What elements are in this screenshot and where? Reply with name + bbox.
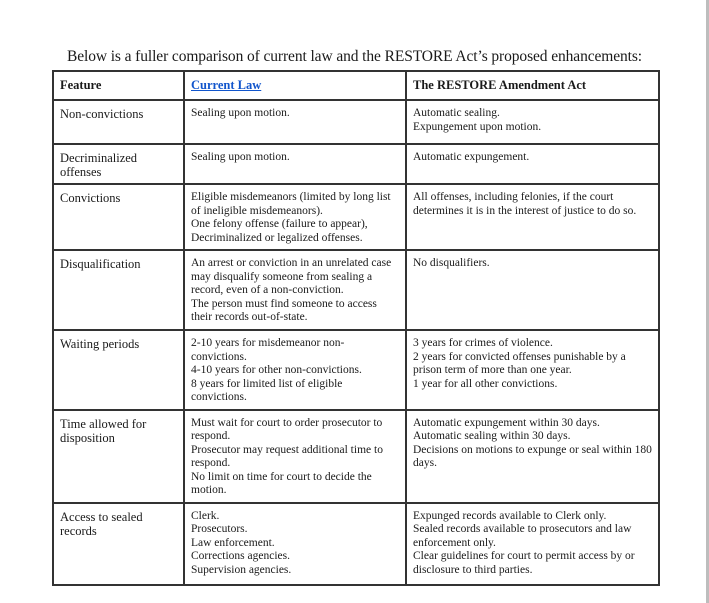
cell-line: Corrections agencies.	[191, 550, 290, 562]
current-law-cell	[184, 100, 406, 144]
table-row	[53, 144, 659, 184]
feature-cell: Decriminalized offenses	[53, 144, 184, 184]
cell-line: 4-10 years for other non-convictions.	[191, 364, 362, 376]
restore-act-cell	[406, 250, 659, 330]
restore-act-cell	[406, 184, 659, 250]
cell-line: Sealed records available to prosecutors and law enforcement only.	[413, 523, 632, 549]
table-header-row	[53, 71, 659, 100]
cell-line: An arrest or conviction in an unrelated case may disqualify someone from sealing a record, even of a non-conviction.	[191, 257, 392, 296]
table-row	[53, 330, 659, 410]
cell-line: The person must find someone to access their records out-of-state.	[191, 297, 377, 323]
cell-line: Automatic sealing within 30 days.	[413, 430, 571, 442]
cell-line: Automatic expungement.	[413, 151, 530, 163]
cell-line: 3 years for crimes of violence.	[413, 337, 553, 349]
current-law-cell	[184, 410, 406, 503]
cell-line: Automatic sealing.	[413, 107, 500, 119]
header-current-law	[184, 71, 406, 100]
cell-line: No disqualifiers.	[413, 257, 490, 269]
intro-paragraph: Below is a fuller comparison of current law and the RESTORE Act’s proposed enhancements:	[66, 47, 643, 65]
table-row	[53, 410, 659, 503]
cell-line: Sealing upon motion.	[191, 151, 290, 163]
feature-cell: Access to sealed records	[53, 503, 184, 585]
cell-line: 1 year for all other convictions.	[413, 377, 558, 390]
table-row	[53, 503, 659, 585]
table-row	[53, 250, 659, 330]
cell-line: All offenses, including felonies, if the court determines it is in the interest of justice to do so.	[413, 191, 637, 217]
current-law-cell	[184, 250, 406, 330]
cell-line: Sealing upon motion.	[191, 107, 290, 119]
restore-act-cell	[406, 100, 659, 144]
current-law-link[interactable]: Current Law	[191, 78, 262, 92]
feature-cell: Waiting periods	[53, 330, 184, 410]
cell-line: Expunged records available to Clerk only.	[413, 509, 607, 522]
comparison-table	[52, 70, 660, 586]
cell-line: Must wait for court to order prosecutor to respond.	[191, 416, 383, 442]
current-law-cell	[184, 144, 406, 184]
table-row	[53, 100, 659, 144]
cell-line: Decriminalized or legalized offenses.	[191, 231, 363, 244]
restore-act-cell	[406, 503, 659, 585]
header-feature: Feature	[53, 71, 184, 100]
cell-line: 2-10 years for misdemeanor non-convictions.	[191, 337, 345, 363]
current-law-cell	[184, 503, 406, 585]
cell-line: 2 years for convicted offenses punishable by a prison term of more than one year.	[413, 350, 626, 376]
cell-line: Eligible misdemeanors (limited by long list of ineligible misdemeanors).	[191, 191, 391, 217]
cell-line: Prosecutor may request additional time to respond.	[191, 443, 383, 469]
current-law-cell	[184, 330, 406, 410]
restore-act-cell	[406, 144, 659, 184]
header-restore-act: The RESTORE Amendment Act	[406, 71, 659, 100]
table-body	[53, 100, 659, 585]
cell-line: Expungement upon motion.	[413, 120, 542, 133]
cell-line: Supervision agencies.	[191, 563, 292, 576]
cell-line: Automatic expungement within 30 days.	[413, 416, 600, 429]
cell-line: Prosecutors.	[191, 523, 248, 535]
cell-line: Decisions on motions to expunge or seal within 180 days.	[413, 443, 652, 469]
table-row	[53, 184, 659, 250]
restore-act-cell	[406, 410, 659, 503]
cell-line: Clear guidelines for court to permit access by or disclosure to third parties.	[413, 550, 635, 576]
cell-line: Law enforcement.	[191, 536, 275, 549]
restore-act-cell	[406, 330, 659, 410]
current-law-cell	[184, 184, 406, 250]
feature-cell: Time allowed for disposition	[53, 410, 184, 503]
feature-cell: Convictions	[53, 184, 184, 250]
cell-line: No limit on time for court to decide the motion.	[191, 470, 372, 496]
feature-cell: Disqualification	[53, 250, 184, 330]
cell-line: Clerk.	[191, 509, 220, 522]
cell-line: One felony offense (failure to appear),	[191, 218, 368, 230]
cell-line: 8 years for limited list of eligible convictions.	[191, 377, 343, 403]
feature-cell: Non-convictions	[53, 100, 184, 144]
